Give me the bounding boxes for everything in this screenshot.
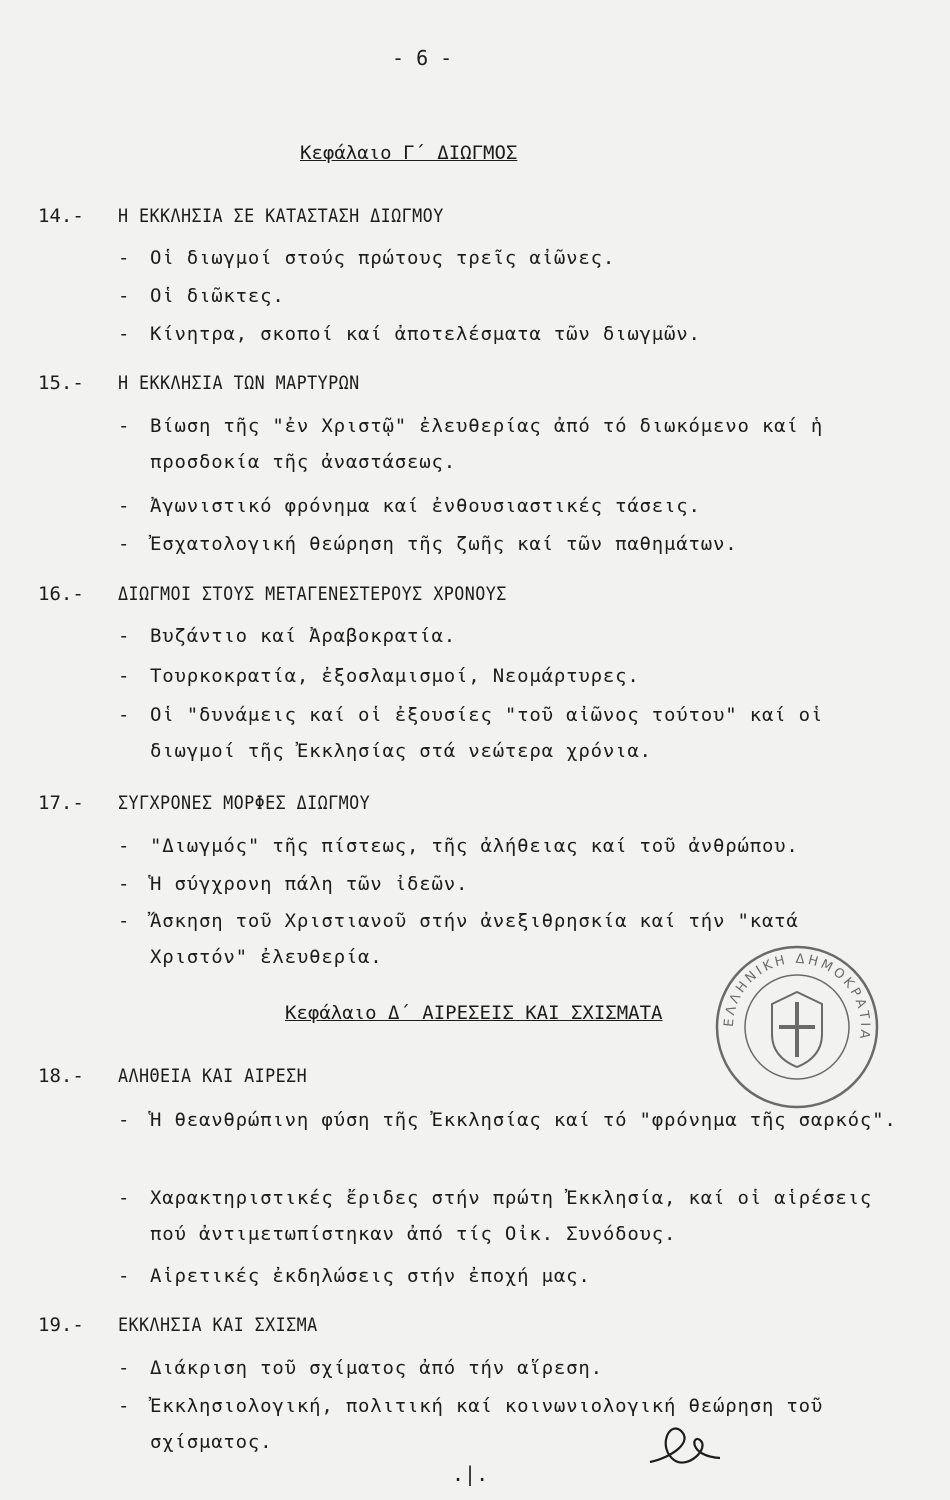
list-item: - Τουρκοκρατία, ἐξοσλαμισμοί, Νεομάρτυρες. — [118, 665, 640, 687]
section-number: 19.- — [38, 1314, 84, 1336]
list-item: - Οἱ διωγμοί στούς πρώτους τρεῖς αἰῶνες. — [118, 247, 616, 269]
list-item: - Ἡ θεανθρώπινη φύση τῆς Ἐκκλησίας καί τό "φρόνημα τῆς σαρκός". — [118, 1109, 897, 1131]
cross-icon — [779, 1002, 815, 1057]
chapter-title-c: Κεφάλαιο Γ΄ ΔΙΩΓΜΟΣ — [300, 142, 518, 164]
section-number: 17.- — [38, 792, 84, 814]
list-item: - Χαρακτηριστικές ἔριδες στήν πρώτη Ἐκκλησία, καί οἱ αἱρέσεις πού ἀντιμετωπίστηκαν ἀπό τίς Οἰκ. Συνόδους. — [118, 1187, 873, 1245]
list-item: - Ἐσχατολογική θεώρηση τῆς ζωῆς καί τῶν παθημάτων. — [118, 533, 738, 555]
list-item: - Βυζάντιο καί Ἀραβοκρατία. — [118, 625, 456, 647]
list-item: - Ἄσκηση τοῦ Χριστιανοῦ στήν ἀνεξιθρησκία καί τήν "κατά Χριστόν" ἐλευθερία. — [118, 910, 799, 968]
section-title: ΔΙΩΓΜΟΙ ΣΤΟΥΣ ΜΕΤΑΓΕΝΕΣΤΕΡΟΥΣ ΧΡΟΝΟΥΣ — [118, 583, 507, 605]
list-item: - Βίωση τῆς "ἐν Χριστῷ" ἐλευθερίας ἀπό τό διωκόμενο καί ἡ προσδοκία τῆς ἀναστάσεως. — [118, 415, 824, 473]
section-title: ΕΚΚΛΗΣΙΑ ΚΑΙ ΣΧΙΣΜΑ — [118, 1314, 318, 1336]
section-title: ΑΛΗΘΕΙΑ ΚΑΙ ΑΙΡΕΣΗ — [118, 1065, 308, 1087]
section-number: 16.- — [38, 583, 84, 605]
list-item: - Ἡ σύγχρονη πάλη τῶν ἰδεῶν. — [118, 873, 469, 895]
list-item: - "Διωγμός" τῆς πίστεως, τῆς ἀλήθειας καί τοῦ ἀνθρώπου. — [118, 835, 799, 857]
section-title: Η ΕΚΚΛΗΣΙΑ ΤΩΝ ΜΑΡΤΥΡΩΝ — [118, 372, 360, 394]
chapter-title-d: Κεφάλαιο Δ΄ ΑΙΡΕΣΕΙΣ ΚΑΙ ΣΧΙΣΜΑΤΑ — [285, 1002, 663, 1024]
official-stamp — [712, 942, 882, 1112]
section-title: Η ΕΚΚΛΗΣΙΑ ΣΕ ΚΑΤΑΣΤΑΣΗ ΔΙΩΓΜΟΥ — [118, 205, 444, 227]
section-number: 14.- — [38, 205, 84, 227]
list-item: - Ἐκκλησιολογική, πολιτική καί κοινωνιολογική θεώρηση τοῦ σχίσματος. — [118, 1395, 824, 1453]
list-item: - Ἀγωνιστικό φρόνημα καί ἐνθουσιαστικές τάσεις. — [118, 495, 701, 517]
stamp-text: ΕΛΛΗΝΙΚΗ ΔΗΜΟΚΡΑΤΙΑ — [721, 951, 873, 1043]
section-number: 15.- — [38, 372, 84, 394]
list-item: - Κίνητρα, σκοποί καί ἀποτελέσματα τῶν διωγμῶν. — [118, 323, 701, 345]
list-item: - Οἱ "δυνάμεις καί οἱ ἐξουσίες "τοῦ αἰῶνος τούτου" καί οἱ διωγμοί τῆς Ἐκκλησίας στά νεώτερα χρόνια. — [118, 704, 824, 762]
list-item: - Οἱ διῶκτες. — [118, 285, 285, 307]
section-title: ΣΥΓΧΡΟΝΕΣ ΜΟΡΦΕΣ ΔΙΩΓΜΟΥ — [118, 792, 371, 814]
footer-mark: .|. — [452, 1462, 489, 1486]
section-number: 18.- — [38, 1065, 84, 1087]
list-item: - Αἱρετικές ἐκδηλώσεις στήν ἐποχή μας. — [118, 1265, 591, 1287]
signature — [640, 1418, 730, 1478]
page-number: - 6 - — [392, 46, 453, 70]
list-item: - Διάκριση τοῦ σχίματος ἀπό τήν αἵρεση. — [118, 1357, 603, 1379]
